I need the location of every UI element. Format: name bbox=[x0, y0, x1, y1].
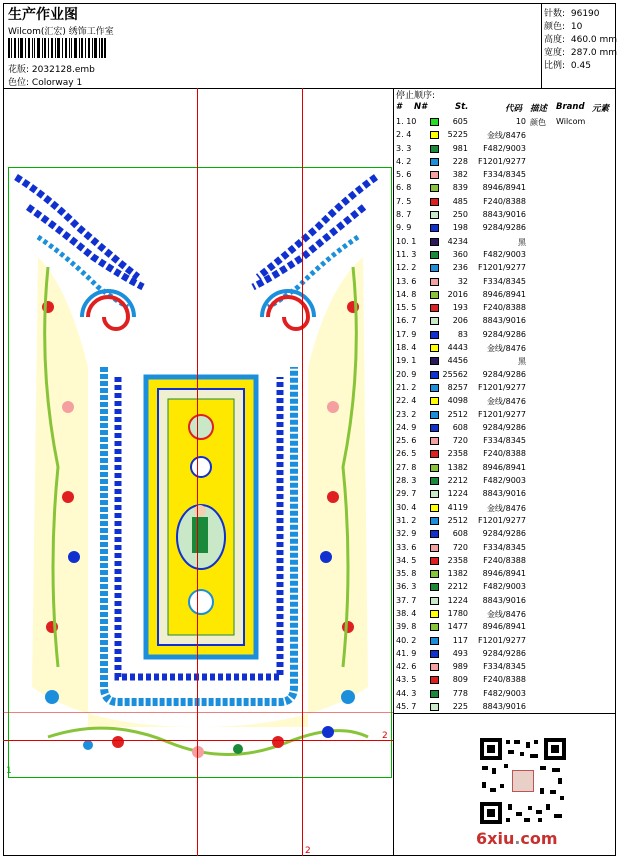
stop-row bbox=[396, 129, 616, 142]
stitch-count: 4098 bbox=[447, 396, 468, 406]
thread-code: 8946/8941 bbox=[482, 569, 526, 579]
studio-name: Wilcom(汇宏) 绣饰工作室 bbox=[8, 27, 114, 37]
stitch-count: 720 bbox=[452, 542, 468, 552]
stitch-count: 2212 bbox=[447, 476, 468, 486]
stop-index: 44. 3 bbox=[396, 688, 417, 698]
stop-index: 20. 9 bbox=[396, 369, 417, 379]
stop-index: 39. 8 bbox=[396, 622, 417, 632]
stop-index: 40. 2 bbox=[396, 635, 417, 645]
col-element: 元素 bbox=[592, 104, 610, 114]
stop-row bbox=[396, 635, 616, 648]
color-swatch bbox=[430, 690, 439, 698]
thread-code: F334/8345 bbox=[483, 170, 526, 180]
stop-index: 18. 4 bbox=[396, 343, 417, 353]
stitch-count: 83 bbox=[457, 329, 468, 339]
stitch-count: 8257 bbox=[447, 382, 468, 392]
stop-index: 35. 8 bbox=[396, 569, 417, 579]
stitch-count: 32 bbox=[457, 276, 468, 286]
color-swatch bbox=[430, 357, 439, 365]
guide-horizontal-1 bbox=[3, 712, 393, 713]
stop-index: 12. 2 bbox=[396, 263, 417, 273]
stitch-count: 4443 bbox=[447, 343, 468, 353]
col-stitches: St. bbox=[455, 102, 469, 112]
color-swatch bbox=[430, 663, 439, 671]
stop-row bbox=[396, 329, 616, 342]
stop-index: 28. 3 bbox=[396, 476, 417, 486]
color-swatch bbox=[430, 530, 439, 538]
color-swatch bbox=[430, 344, 439, 352]
stop-index: 8. 7 bbox=[396, 210, 412, 220]
stop-row bbox=[396, 355, 616, 368]
stitch-count: 236 bbox=[452, 263, 468, 273]
thread-code: F482/9003 bbox=[483, 476, 526, 486]
thread-code: 金线/8476 bbox=[486, 344, 526, 354]
stitch-count: 117 bbox=[452, 635, 468, 645]
marker-v: 2 bbox=[305, 846, 311, 856]
stop-index: 24. 9 bbox=[396, 422, 417, 432]
stop-index: 34. 5 bbox=[396, 555, 417, 565]
stop-row bbox=[396, 542, 616, 555]
stop-row bbox=[396, 608, 616, 621]
thread-code: 9284/9286 bbox=[482, 529, 526, 539]
thread-code: 8946/8941 bbox=[482, 622, 526, 632]
thread-code: 黑 bbox=[518, 237, 526, 247]
stitch-count: 25562 bbox=[442, 369, 468, 379]
thread-code: F240/8388 bbox=[483, 555, 526, 565]
color-swatch bbox=[430, 557, 439, 565]
stitch-count: 250 bbox=[452, 210, 468, 220]
stop-row bbox=[396, 648, 616, 661]
watermark-logo: 6xiu.com bbox=[476, 829, 558, 848]
color-swatch bbox=[430, 384, 439, 392]
stop-index: 4. 2 bbox=[396, 156, 412, 166]
spec-stitches: 针数: 96190 bbox=[544, 9, 600, 19]
stop-index: 22. 4 bbox=[396, 396, 417, 406]
stitch-count: 206 bbox=[452, 316, 468, 326]
color-swatch bbox=[430, 583, 439, 591]
stop-index: 5. 6 bbox=[396, 170, 412, 180]
stop-index: 42. 6 bbox=[396, 662, 417, 672]
spec-colors: 颜色: 10 bbox=[544, 22, 583, 32]
spec-scale: 比例: 0.45 bbox=[544, 61, 591, 71]
thread-code: F482/9003 bbox=[483, 688, 526, 698]
stitch-count: 1382 bbox=[447, 462, 468, 472]
color-swatch bbox=[430, 211, 439, 219]
stop-row bbox=[396, 342, 616, 355]
stitch-count: 839 bbox=[452, 183, 468, 193]
stop-index: 26. 5 bbox=[396, 449, 417, 459]
stop-index: 16. 7 bbox=[396, 316, 417, 326]
stop-row bbox=[396, 409, 616, 422]
thread-code: 8946/8941 bbox=[482, 462, 526, 472]
color-swatch bbox=[430, 145, 439, 153]
thread-code: F1201/9277 bbox=[477, 156, 526, 166]
thread-code: F240/8388 bbox=[483, 449, 526, 459]
thread-code: 8946/8941 bbox=[482, 183, 526, 193]
stop-index: 36. 3 bbox=[396, 582, 417, 592]
color-swatch bbox=[430, 131, 439, 139]
color-swatch bbox=[430, 371, 439, 379]
spec-height: 高度: 460.0 mm bbox=[544, 35, 618, 45]
stop-row bbox=[396, 315, 616, 328]
color-swatch bbox=[430, 118, 439, 126]
stitch-count: 193 bbox=[452, 303, 468, 313]
header-divider bbox=[3, 88, 616, 89]
stitch-count: 2358 bbox=[447, 555, 468, 565]
thread-code: 8843/9016 bbox=[482, 595, 526, 605]
color-swatch bbox=[430, 198, 439, 206]
stitch-count: 2512 bbox=[447, 515, 468, 525]
color-swatch bbox=[430, 676, 439, 684]
barcode bbox=[8, 38, 106, 58]
stitch-count: 4456 bbox=[447, 356, 468, 366]
stop-row bbox=[396, 435, 616, 448]
stitch-count: 1780 bbox=[447, 608, 468, 618]
stitch-count: 1224 bbox=[447, 595, 468, 605]
thread-code: 9284/9286 bbox=[482, 369, 526, 379]
color-swatch bbox=[430, 623, 439, 631]
color-swatch bbox=[430, 397, 439, 405]
stop-index: 25. 6 bbox=[396, 436, 417, 446]
thread-code: F482/9003 bbox=[483, 582, 526, 592]
color-swatch bbox=[430, 424, 439, 432]
stitch-count: 4234 bbox=[447, 236, 468, 246]
stop-index: 9. 9 bbox=[396, 223, 412, 233]
design-file-label: 花版: bbox=[8, 65, 30, 75]
stop-sequence-title: 停止顺序: bbox=[396, 91, 436, 101]
stitch-count: 989 bbox=[452, 662, 468, 672]
stop-row bbox=[396, 209, 616, 222]
thread-code: 9284/9286 bbox=[482, 422, 526, 432]
stitch-count: 493 bbox=[452, 648, 468, 658]
thread-code: F334/8345 bbox=[483, 662, 526, 672]
color-swatch bbox=[430, 610, 439, 618]
stitch-count: 2016 bbox=[447, 289, 468, 299]
spec-width: 宽度: 287.0 mm bbox=[544, 48, 618, 58]
color-swatch bbox=[430, 544, 439, 552]
stop-index: 32. 9 bbox=[396, 529, 417, 539]
color-swatch bbox=[430, 184, 439, 192]
stop-row bbox=[396, 222, 616, 235]
stop-row bbox=[396, 236, 616, 249]
stitch-count: 981 bbox=[452, 143, 468, 153]
stop-index: 37. 7 bbox=[396, 595, 417, 605]
stop-row bbox=[396, 488, 616, 501]
stop-row bbox=[396, 382, 616, 395]
col-brand: Brand bbox=[556, 102, 585, 112]
stop-index: 21. 2 bbox=[396, 382, 417, 392]
stitch-count: 1224 bbox=[447, 489, 468, 499]
color-swatch bbox=[430, 650, 439, 658]
thread-code: F334/8345 bbox=[483, 436, 526, 446]
stitch-count: 198 bbox=[452, 223, 468, 233]
stop-row bbox=[396, 688, 616, 701]
stop-row bbox=[396, 156, 616, 169]
color-swatch bbox=[430, 570, 439, 578]
color-swatch bbox=[430, 637, 439, 645]
marker-left: 1 bbox=[6, 766, 12, 776]
stitch-count: 2212 bbox=[447, 582, 468, 592]
stop-row bbox=[396, 555, 616, 568]
stitch-count: 485 bbox=[452, 196, 468, 206]
stop-row bbox=[396, 595, 616, 608]
thread-code: F1201/9277 bbox=[477, 635, 526, 645]
thread-code: F1201/9277 bbox=[477, 263, 526, 273]
stitch-count: 5225 bbox=[447, 130, 468, 140]
stop-row bbox=[396, 621, 616, 634]
stop-row bbox=[396, 302, 616, 315]
thread-code: 8843/9016 bbox=[482, 489, 526, 499]
stop-index: 19. 1 bbox=[396, 356, 417, 366]
col-code: 代码 bbox=[505, 104, 523, 114]
color-swatch bbox=[430, 411, 439, 419]
stitch-count: 605 bbox=[452, 117, 468, 126]
stop-index: 27. 8 bbox=[396, 462, 417, 472]
col-needle: N# bbox=[414, 102, 428, 112]
design-file-value: 2032128.emb bbox=[31, 65, 95, 75]
thread-code: 黑 bbox=[518, 357, 526, 367]
stop-row bbox=[396, 116, 616, 129]
thread-code: F1201/9277 bbox=[477, 515, 526, 525]
color-swatch bbox=[430, 597, 439, 605]
thread-code: F1201/9277 bbox=[477, 382, 526, 392]
stop-row bbox=[396, 515, 616, 528]
thread-code: 9284/9286 bbox=[482, 648, 526, 658]
stop-index: 17. 9 bbox=[396, 329, 417, 339]
stop-row bbox=[396, 528, 616, 541]
thread-code: 9284/9286 bbox=[482, 329, 526, 339]
color-swatch bbox=[430, 171, 439, 179]
thread-code: 10 bbox=[515, 117, 526, 126]
color-swatch bbox=[430, 517, 439, 525]
stitch-count: 608 bbox=[452, 422, 468, 432]
color-swatch bbox=[430, 317, 439, 325]
thread-code: 8843/9016 bbox=[482, 702, 526, 712]
spec-divider bbox=[541, 3, 542, 88]
thread-code: F1201/9277 bbox=[477, 409, 526, 419]
stitch-count: 360 bbox=[452, 249, 468, 259]
thread-code: F240/8388 bbox=[483, 675, 526, 685]
thread-code: 金线/8476 bbox=[486, 397, 526, 407]
stop-row bbox=[396, 276, 616, 289]
stitch-count: 778 bbox=[452, 688, 468, 698]
color-swatch bbox=[430, 703, 439, 711]
stop-row bbox=[396, 701, 616, 714]
stop-row bbox=[396, 674, 616, 687]
thread-code: F240/8388 bbox=[483, 303, 526, 313]
color-swatch bbox=[430, 264, 439, 272]
color-swatch bbox=[430, 304, 439, 312]
guide-horizontal-2 bbox=[3, 740, 393, 741]
thread-code: 8843/9016 bbox=[482, 210, 526, 220]
thread-code: F240/8388 bbox=[483, 196, 526, 206]
color-swatch bbox=[430, 291, 439, 299]
thread-code: 金线/8476 bbox=[486, 131, 526, 141]
stop-index: 7. 5 bbox=[396, 196, 412, 206]
thread-code: 8946/8941 bbox=[482, 289, 526, 299]
stitch-count: 2512 bbox=[447, 409, 468, 419]
stitch-count: 809 bbox=[452, 675, 468, 685]
thread-code: F482/9003 bbox=[483, 249, 526, 259]
stop-row bbox=[396, 182, 616, 195]
marker-h: 2 bbox=[382, 731, 388, 741]
stitch-count: 225 bbox=[452, 702, 468, 712]
thread-brand: Wilcom bbox=[556, 117, 586, 126]
colorway-value: Colorway 1 bbox=[31, 78, 83, 88]
thread-code: F482/9003 bbox=[483, 143, 526, 153]
stop-index: 3. 3 bbox=[396, 143, 412, 153]
stop-sequence-list bbox=[396, 116, 616, 714]
colorway bbox=[8, 75, 82, 88]
stop-index: 1. 10 bbox=[396, 117, 417, 126]
stop-index: 23. 2 bbox=[396, 409, 417, 419]
stop-index: 33. 6 bbox=[396, 542, 417, 552]
color-swatch bbox=[430, 158, 439, 166]
stop-row bbox=[396, 289, 616, 302]
stitch-count: 2358 bbox=[447, 449, 468, 459]
thread-code: F334/8345 bbox=[483, 542, 526, 552]
stop-index: 43. 5 bbox=[396, 675, 417, 685]
stop-row bbox=[396, 169, 616, 182]
col-index: # bbox=[396, 102, 402, 112]
color-swatch bbox=[430, 477, 439, 485]
stitch-count: 382 bbox=[452, 170, 468, 180]
stop-row bbox=[396, 369, 616, 382]
stop-index: 2. 4 bbox=[396, 130, 412, 140]
color-swatch bbox=[430, 437, 439, 445]
stop-index: 31. 2 bbox=[396, 515, 417, 525]
stop-row bbox=[396, 196, 616, 209]
color-swatch bbox=[430, 504, 439, 512]
design-file bbox=[8, 62, 95, 75]
panel-divider bbox=[393, 88, 394, 856]
color-swatch bbox=[430, 450, 439, 458]
stop-index: 29. 7 bbox=[396, 489, 417, 499]
stitch-count: 228 bbox=[452, 156, 468, 166]
embroidery-design bbox=[8, 167, 392, 779]
stop-row bbox=[396, 395, 616, 408]
stitch-count: 4119 bbox=[447, 502, 468, 512]
stop-row bbox=[396, 568, 616, 581]
color-swatch bbox=[430, 224, 439, 232]
color-swatch bbox=[430, 490, 439, 498]
stop-index: 45. 7 bbox=[396, 702, 417, 712]
stop-row bbox=[396, 462, 616, 475]
thread-code: 8843/9016 bbox=[482, 316, 526, 326]
stitch-count: 608 bbox=[452, 529, 468, 539]
stop-index: 10. 1 bbox=[396, 236, 417, 246]
page-title: 生产作业图 bbox=[8, 7, 78, 23]
stop-row bbox=[396, 143, 616, 156]
thread-desc: 颜色 bbox=[530, 118, 546, 127]
color-swatch bbox=[430, 464, 439, 472]
color-swatch bbox=[430, 251, 439, 259]
color-swatch bbox=[430, 331, 439, 339]
stop-row bbox=[396, 262, 616, 275]
stop-index: 41. 9 bbox=[396, 648, 417, 658]
color-swatch bbox=[430, 238, 439, 246]
stop-row bbox=[396, 502, 616, 515]
stop-index: 14. 8 bbox=[396, 289, 417, 299]
stitch-count: 720 bbox=[452, 436, 468, 446]
seal-stamp bbox=[512, 770, 534, 792]
stop-row bbox=[396, 661, 616, 674]
colorway-label: 色位: bbox=[8, 78, 30, 88]
stitch-count: 1477 bbox=[447, 622, 468, 632]
stop-index: 38. 4 bbox=[396, 608, 417, 618]
stop-row bbox=[396, 448, 616, 461]
thread-code: 金线/8476 bbox=[486, 609, 526, 619]
stop-index: 30. 4 bbox=[396, 502, 417, 512]
stop-row bbox=[396, 475, 616, 488]
thread-code: 金线/8476 bbox=[486, 503, 526, 513]
stop-index: 15. 5 bbox=[396, 303, 417, 313]
col-desc: 描述 bbox=[530, 104, 548, 114]
color-swatch bbox=[430, 278, 439, 286]
stop-index: 6. 8 bbox=[396, 183, 412, 193]
stop-index: 13. 6 bbox=[396, 276, 417, 286]
thread-code: 9284/9286 bbox=[482, 223, 526, 233]
stop-index: 11. 3 bbox=[396, 249, 417, 259]
stop-row bbox=[396, 422, 616, 435]
stop-row bbox=[396, 249, 616, 262]
stop-row bbox=[396, 581, 616, 594]
stitch-count: 1382 bbox=[447, 569, 468, 579]
thread-code: F334/8345 bbox=[483, 276, 526, 286]
